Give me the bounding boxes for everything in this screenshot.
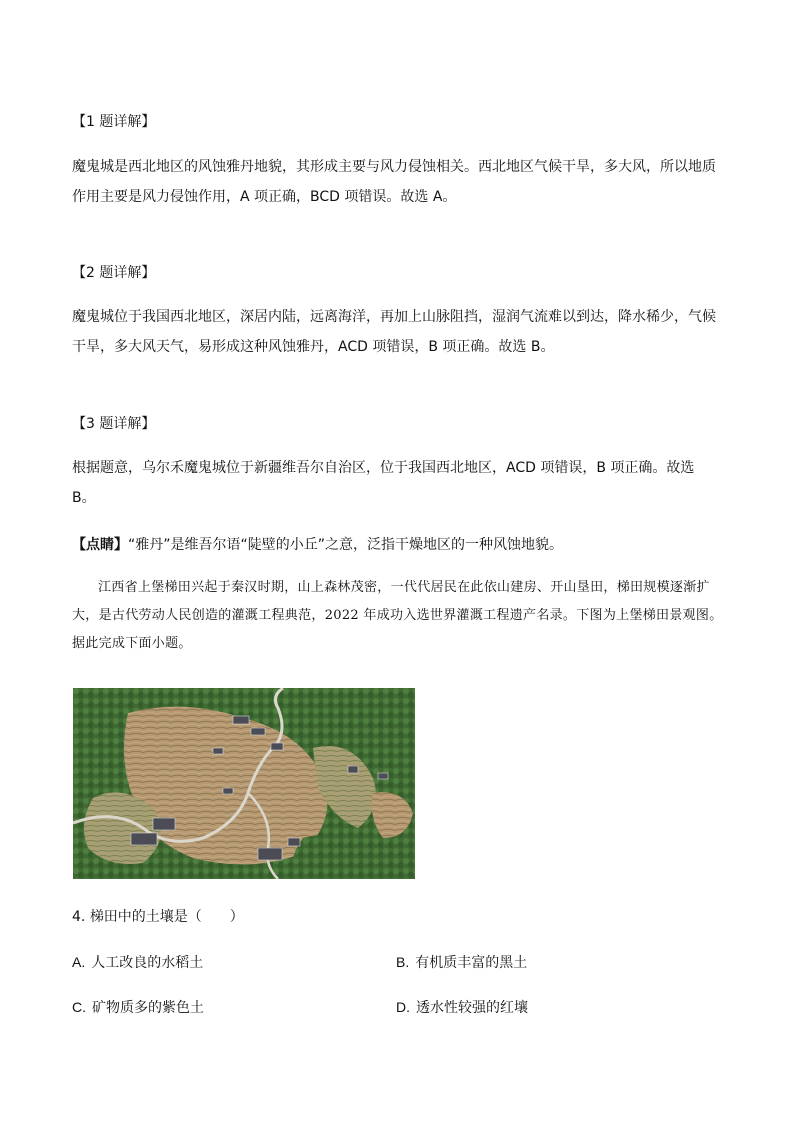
option-c[interactable] bbox=[72, 997, 204, 1018]
option-a-text: 人工改良的水稻土 bbox=[91, 955, 204, 971]
terrace-landscape-photo bbox=[73, 688, 415, 879]
option-d[interactable] bbox=[396, 997, 528, 1018]
option-a[interactable] bbox=[72, 952, 203, 973]
terrace-intro-text: 江西省上堡梯田兴起于秦汉时期，山上森林茂密，一代代居民在此依山建房、开山垦田，梯田规模逐渐扩大，是古代劳动人民创造的灌溉工程典范，2022 年成功入选世界灌溉工程遗产名录。下图为上堡梯田景观图。据此完成下面小题。 bbox=[72, 580, 723, 651]
note-label: 【点睛】 bbox=[72, 537, 128, 553]
question-4-stem bbox=[72, 907, 244, 927]
option-b-letter: B. bbox=[396, 954, 410, 970]
question-number: 4. bbox=[72, 909, 86, 925]
option-d-text: 透水性较强的红壤 bbox=[416, 1000, 528, 1016]
note-text: “雅丹”是维吾尔语“陡壁的小丘”之意，泛指干燥地区的一种风蚀地貌。 bbox=[128, 537, 564, 553]
option-d-letter: D. bbox=[396, 999, 410, 1015]
question-text: 梯田中的土壤是（ ） bbox=[89, 909, 244, 925]
section-2-heading: 【2 题详解】 bbox=[72, 265, 156, 281]
section-1-text: 魔鬼城是西北地区的风蚀雅丹地貌，其形成主要与风力侵蚀相关。西北地区气候干旱，多大风，所以地质作用主要是风力侵蚀作用，A 项正确，BCD 项错误。故选 A。 bbox=[72, 159, 716, 205]
option-b[interactable] bbox=[396, 952, 527, 973]
section-1-heading: 【1 题详解】 bbox=[72, 114, 156, 130]
section-3-heading: 【3 题详解】 bbox=[72, 416, 156, 432]
option-c-letter: C. bbox=[72, 999, 86, 1015]
option-c-text: 矿物质多的紫色土 bbox=[92, 1000, 204, 1016]
section-3-text: 根据题意，乌尔禾魔鬼城位于新疆维吾尔自治区，位于我国西北地区，ACD 项错误，B 项正确。故选 B。 bbox=[72, 460, 695, 506]
option-a-letter: A. bbox=[72, 954, 86, 970]
note-paragraph bbox=[72, 535, 722, 555]
option-b-text: 有机质丰富的黑土 bbox=[415, 955, 528, 971]
section-2-text: 魔鬼城位于我国西北地区，深居内陆，远离海洋，再加上山脉阻挡，湿润气流难以到达，降水稀少，气候干旱，多大风天气，易形成这种风蚀雅丹，ACD 项错误，B 项正确。故选 B。 bbox=[72, 309, 716, 355]
